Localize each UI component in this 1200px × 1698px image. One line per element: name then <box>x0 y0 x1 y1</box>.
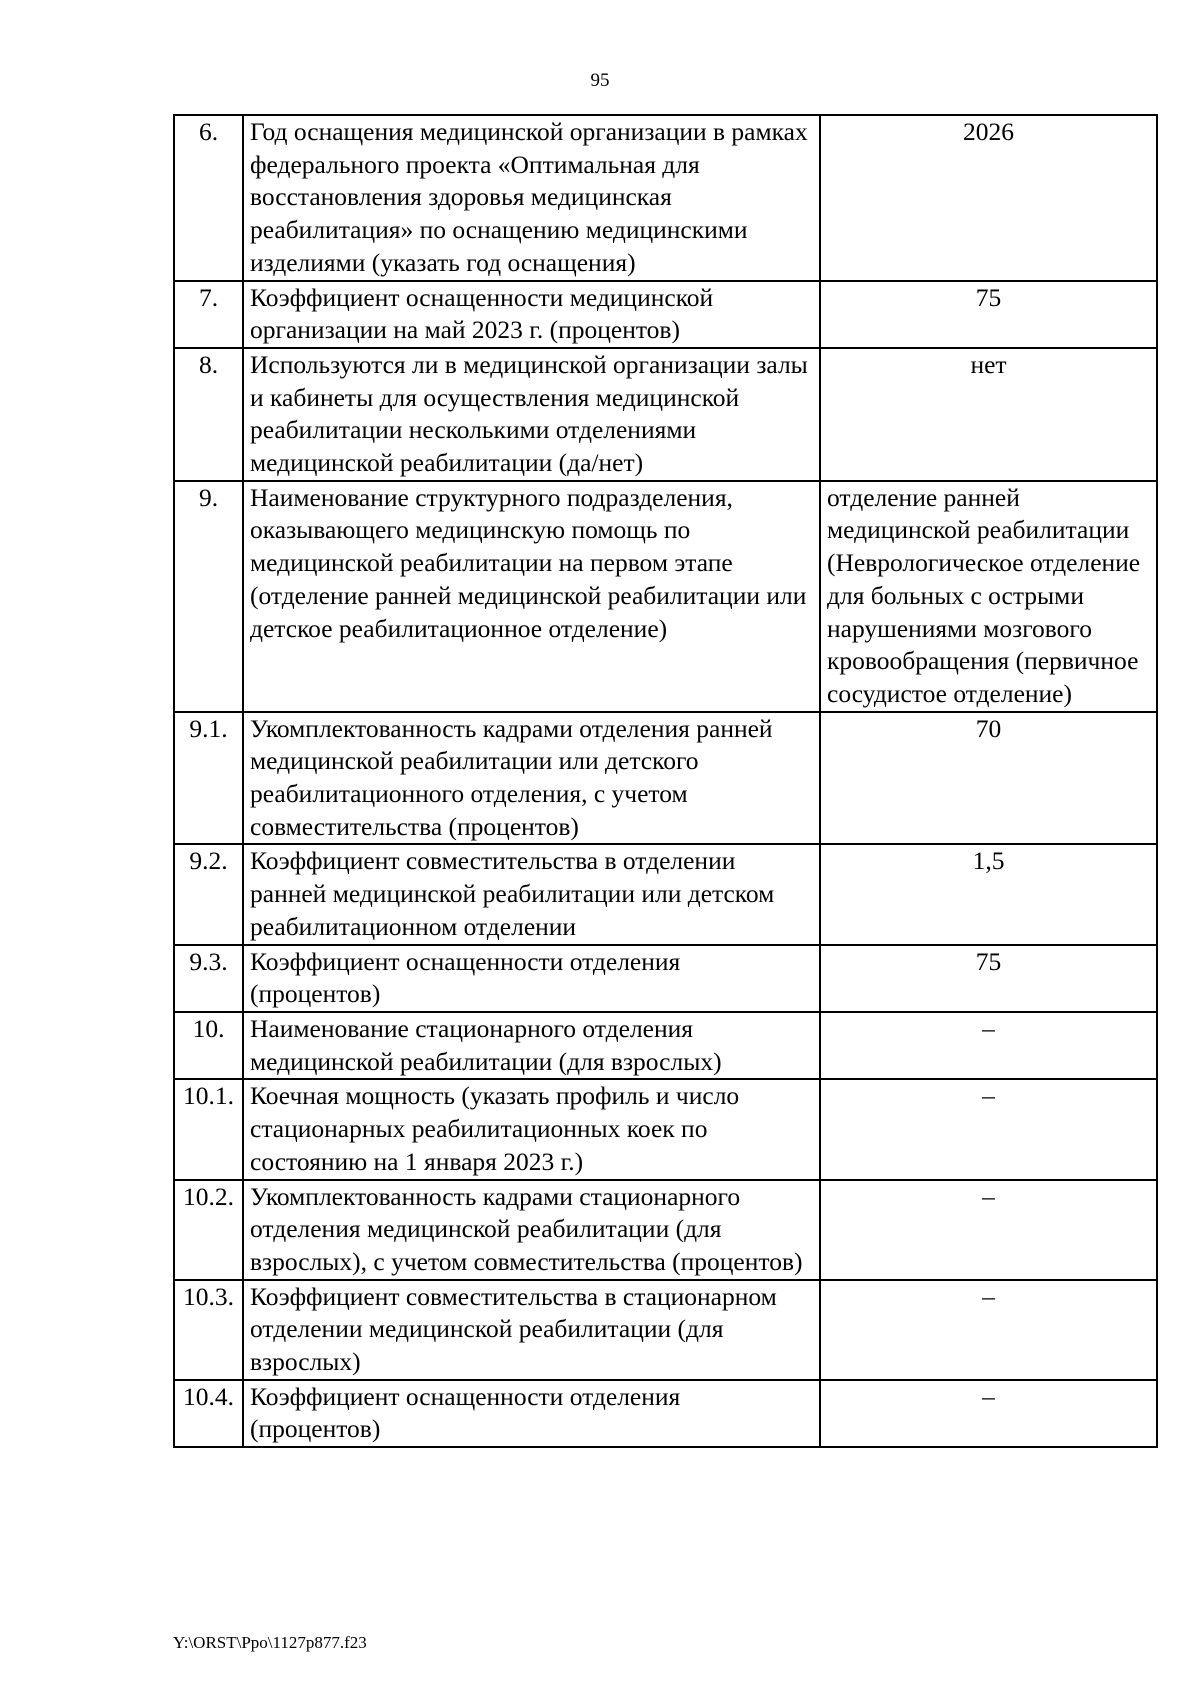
table-row <box>174 945 1157 1012</box>
row-label: Используются ли в медицинской организации залы и кабинеты для осуществления медицинской реабилитации несколькими отделениями медицинской реабилитации (да/нет) <box>243 348 820 481</box>
row-value: 2026 <box>820 115 1157 281</box>
table-row <box>174 1280 1157 1380</box>
row-value: 75 <box>820 281 1157 348</box>
table-row <box>174 481 1157 712</box>
table-row <box>174 348 1157 481</box>
table-row <box>174 1079 1157 1179</box>
row-label: Наименование стационарного отделения медицинской реабилитации (для взрослых) <box>243 1012 820 1079</box>
row-value: – <box>820 1280 1157 1380</box>
row-label: Коэффициент совместительства в стационарном отделении медицинской реабилитации (для взрослых) <box>243 1280 820 1380</box>
row-label: Коечная мощность (указать профиль и число стационарных реабилитационных коек по состоянию на 1 января 2023 г.) <box>243 1079 820 1179</box>
table-row <box>174 844 1157 944</box>
row-value: – <box>820 1380 1157 1447</box>
row-number: 10.1. <box>174 1079 243 1179</box>
data-table <box>173 114 1158 1448</box>
row-value: 1,5 <box>820 844 1157 944</box>
file-path-footer: Y:\ORST\Ppo\1127p877.f23 <box>173 1633 367 1652</box>
row-number: 6. <box>174 115 243 281</box>
table-row <box>174 1180 1157 1280</box>
row-label: Укомплектованность кадрами стационарного отделения медицинской реабилитации (для взрослых), с учетом совместительства (процентов) <box>243 1180 820 1280</box>
table-row <box>174 281 1157 348</box>
table-row <box>174 1380 1157 1447</box>
row-number: 10.3. <box>174 1280 243 1380</box>
row-value: отделение ранней медицинской реабилитации (Неврологическое отделение для больных с острыми нарушениями мозгового кровообращения (первичное сосудистое отделение) <box>820 481 1157 712</box>
row-number: 9. <box>174 481 243 712</box>
row-number: 10. <box>174 1012 243 1079</box>
row-value: – <box>820 1079 1157 1179</box>
row-label: Год оснащения медицинской организации в рамках федерального проекта «Оптимальная для восстановления здоровья медицинская реабилитация» по оснащению медицинскими изделиями (указать год оснащения) <box>243 115 820 281</box>
row-number: 10.2. <box>174 1180 243 1280</box>
row-number: 9.2. <box>174 844 243 944</box>
row-number: 9.1. <box>174 712 243 845</box>
row-label: Коэффициент оснащенности медицинской организации на май 2023 г. (процентов) <box>243 281 820 348</box>
row-label: Наименование структурного подразделения, оказывающего медицинскую помощь по медицинской реабилитации на первом этапе (отделение ранней медицинской реабилитации или детское реабилитационное отделение) <box>243 481 820 712</box>
table-row <box>174 1012 1157 1079</box>
row-number: 10.4. <box>174 1380 243 1447</box>
row-value: нет <box>820 348 1157 481</box>
row-value: – <box>820 1180 1157 1280</box>
row-label: Укомплектованность кадрами отделения ранней медицинской реабилитации или детского реабилитационного отделения, с учетом совместительства (процентов) <box>243 712 820 845</box>
row-label: Коэффициент оснащенности отделения (процентов) <box>243 945 820 1012</box>
row-number: 7. <box>174 281 243 348</box>
table-row <box>174 712 1157 845</box>
table-row <box>174 115 1157 281</box>
row-number: 9.3. <box>174 945 243 1012</box>
row-value: 70 <box>820 712 1157 845</box>
row-value: – <box>820 1012 1157 1079</box>
row-label: Коэффициент оснащенности отделения (процентов) <box>243 1380 820 1447</box>
row-number: 8. <box>174 348 243 481</box>
row-label: Коэффициент совместительства в отделении ранней медицинской реабилитации или детском реабилитационном отделении <box>243 844 820 944</box>
row-value: 75 <box>820 945 1157 1012</box>
page-number: 95 <box>590 70 610 91</box>
